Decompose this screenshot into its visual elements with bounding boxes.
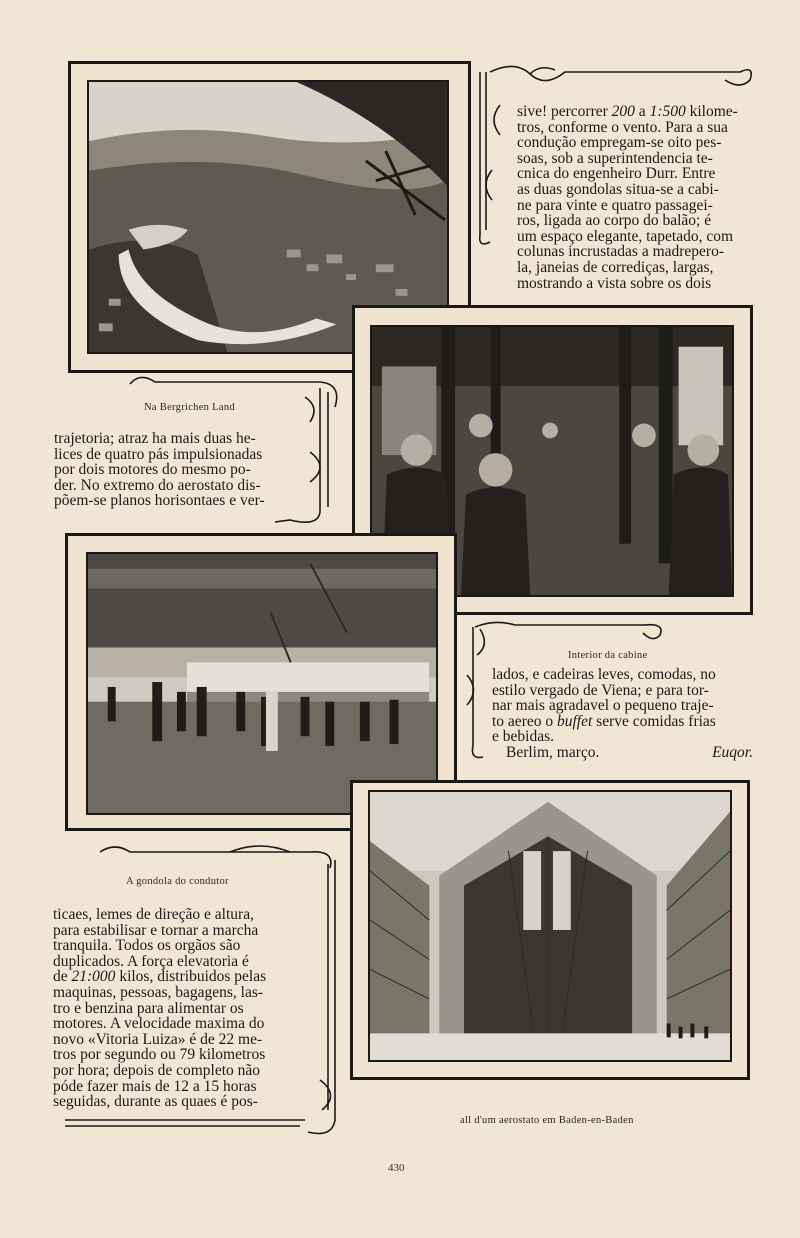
gondola-photo [86, 552, 438, 815]
text-line: condução empregam-se oito pes- [517, 134, 722, 152]
signature-line [492, 745, 753, 761]
author-name: Euqor. [712, 743, 753, 761]
text-line: der. No extremo do aerostato dis- [54, 476, 261, 494]
text-line: põem-se planos horisontaes e ver- [54, 492, 265, 510]
text-line: póde fazer mais de 12 a 15 horas [53, 1077, 257, 1095]
text-line: ne para vinte e quatro passagei- [517, 196, 713, 214]
text-line: maquinas, pessoas, bagagens, las- [53, 983, 264, 1001]
text-line: trajetoria; atraz ha mais duas he- [54, 430, 256, 447]
text-line: mostrando a vista sobre os dois [517, 274, 712, 292]
text-line: e bebidas. [492, 728, 554, 746]
text-line: tros por segundo ou 79 kilometros [53, 1046, 266, 1064]
text-line: ticaes, lemes de direção e altura, [53, 906, 254, 923]
text-line: colunas incrustadas a madrepero- [517, 243, 725, 261]
text-line: por hora; depois de completo não [53, 1061, 261, 1079]
text-line: la, janeias de corrediças, largas, [517, 258, 714, 276]
text-line: por dois motores do mesmo po- [54, 461, 251, 479]
caption-cabin: Interior da cabine [568, 650, 648, 661]
text-line: um espaço elegante, tapetado, com [517, 227, 734, 245]
place-date: Berlim, março. [506, 743, 600, 761]
text-line: ros, ligada ao corpo do balão; é [517, 212, 712, 230]
text-line: lices de quatro pás impulsionadas [54, 445, 263, 463]
caption-gondola: A gondola do condutor [126, 876, 229, 887]
text-line: tro e benzina para alimentar os [53, 999, 244, 1017]
text-line: de 21:000 kilos, distribuidos pelas [53, 968, 267, 986]
article-text-top-right [517, 104, 754, 291]
text-line: sive! percorrer 200 a 1:500 kilome- [517, 103, 738, 120]
text-line: novo «Vitoria Luiza» é de 22 me- [53, 1030, 263, 1048]
text-line: tranquila. Todos os orgãos são [53, 937, 241, 955]
text-line: soas, sob a superintendencia te- [517, 149, 713, 167]
text-line: para estabilisar e tornar a marcha [53, 921, 259, 939]
caption-hangar: all d'um aerostato em Baden-en-Baden [460, 1115, 634, 1126]
text-line: duplicados. A força elevatoria é [53, 952, 249, 970]
text-line: cnica do engenheiro Durr. Entre [517, 165, 716, 183]
article-text-mid-right [492, 667, 753, 761]
text-line: tros, conforme o vento. Para a sua [517, 118, 728, 136]
text-line: as duas gondolas situa-se a cabi- [517, 180, 719, 198]
text-line: lados, e cadeiras leves, comodas, no [492, 666, 716, 683]
text-line: motores. A velocidade maxima do [53, 1015, 265, 1033]
caption-aerial: Na Bergrichen Land [144, 402, 235, 413]
text-line: nar mais agradavel o pequeno traje- [492, 697, 714, 715]
article-text-mid-left [54, 431, 313, 509]
text-line: estilo vergado de Viena; e para tor- [492, 681, 709, 699]
text-line: to aereo o buffet serve comidas frias [492, 712, 716, 730]
hangar-photo [368, 790, 732, 1062]
article-text-bottom-left [53, 907, 297, 1110]
page-number: 430 [388, 1162, 405, 1174]
text-line: seguidas, durante as quaes é pos- [53, 1093, 258, 1111]
